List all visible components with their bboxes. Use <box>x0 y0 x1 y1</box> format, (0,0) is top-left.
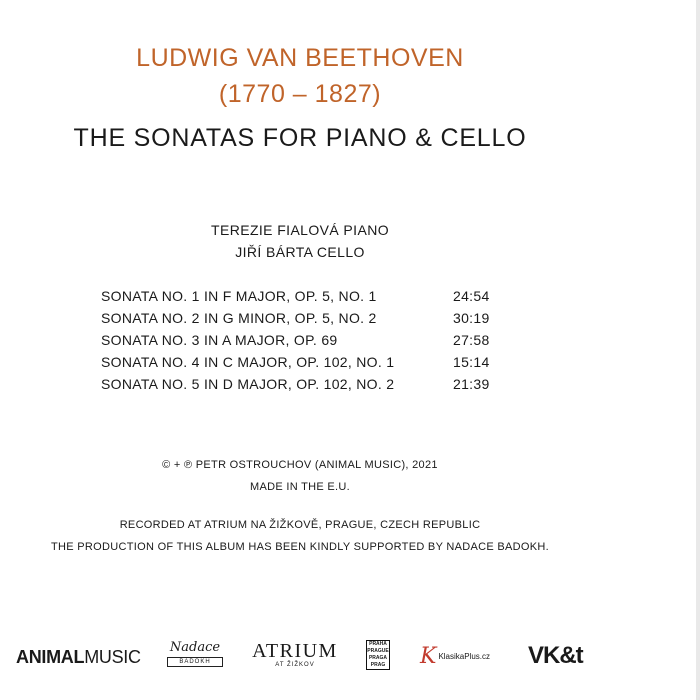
track-title: SONATA NO. 3 IN A MAJOR, OP. 69 <box>101 332 338 348</box>
performer-cello: JIŘÍ BÁRTA CELLO <box>235 244 365 260</box>
praha-logo-line: PRAGUE <box>367 648 389 654</box>
atrium-logo-main: ATRIUM <box>252 640 338 662</box>
copyright-line: © + ℗ PETR OSTROUCHOV (ANIMAL MUSIC), 2021 <box>162 459 438 471</box>
praha-logo-line: PRAGA <box>368 655 388 661</box>
track-list <box>101 288 501 398</box>
composer-name: LUDWIG VAN BEETHOVEN <box>136 44 464 72</box>
vk-logo: VK&t <box>528 642 583 669</box>
track-title: SONATA NO. 2 IN G MINOR, OP. 5, NO. 2 <box>101 310 377 326</box>
klasika-logo-mark: K <box>420 644 437 669</box>
track-duration: 21:39 <box>453 376 490 392</box>
track-duration: 15:14 <box>453 354 490 370</box>
nadace-logo-sub: BADOKH <box>167 657 223 667</box>
track-title: SONATA NO. 1 IN F MAJOR, OP. 5, NO. 1 <box>101 288 377 304</box>
performer-piano: TEREZIE FIALOVÁ PIANO <box>211 222 389 238</box>
made-in-line: MADE IN THE E.U. <box>250 481 350 493</box>
logo-strip <box>0 632 700 682</box>
animal-music-logo <box>16 647 141 668</box>
page-edge <box>696 0 700 700</box>
track-title: SONATA NO. 4 IN C MAJOR, OP. 102, NO. 1 <box>101 354 395 370</box>
track-row <box>101 310 501 332</box>
track-row <box>101 354 501 376</box>
track-title: SONATA NO. 5 IN D MAJOR, OP. 102, NO. 2 <box>101 376 395 392</box>
track-row <box>101 376 501 398</box>
klasika-logo-text: KlasikaPlus.cz <box>438 652 491 661</box>
composer-dates: (1770 – 1827) <box>218 80 382 108</box>
track-duration: 27:58 <box>453 332 490 348</box>
animal-music-logo-bold: ANIMAL <box>16 647 85 667</box>
atrium-logo-sub: AT ŽIŽKOV <box>275 662 315 668</box>
track-row <box>101 332 501 354</box>
animal-music-logo-light: MUSIC <box>84 647 141 667</box>
track-duration: 30:19 <box>453 310 490 326</box>
atrium-logo <box>252 640 338 668</box>
praha-logo-line: PRAHA <box>369 641 387 647</box>
klasika-plus-logo <box>420 644 490 669</box>
track-duration: 24:54 <box>453 288 490 304</box>
nadace-badokh-logo <box>167 640 223 667</box>
nadace-logo-script: Nadace <box>169 640 221 655</box>
praha-logo <box>366 640 390 670</box>
praha-logo-line: PRAG <box>370 662 386 668</box>
album-title: THE SONATAS FOR PIANO & CELLO <box>73 124 527 152</box>
production-credit: THE PRODUCTION OF THIS ALBUM HAS BEEN KINDLY SUPPORTED BY NADACE BADOKH. <box>51 541 549 553</box>
recording-location: RECORDED AT ATRIUM NA ŽIŽKOVĚ, PRAGUE, CZECH REPUBLIC <box>119 519 481 531</box>
track-row <box>101 288 501 310</box>
